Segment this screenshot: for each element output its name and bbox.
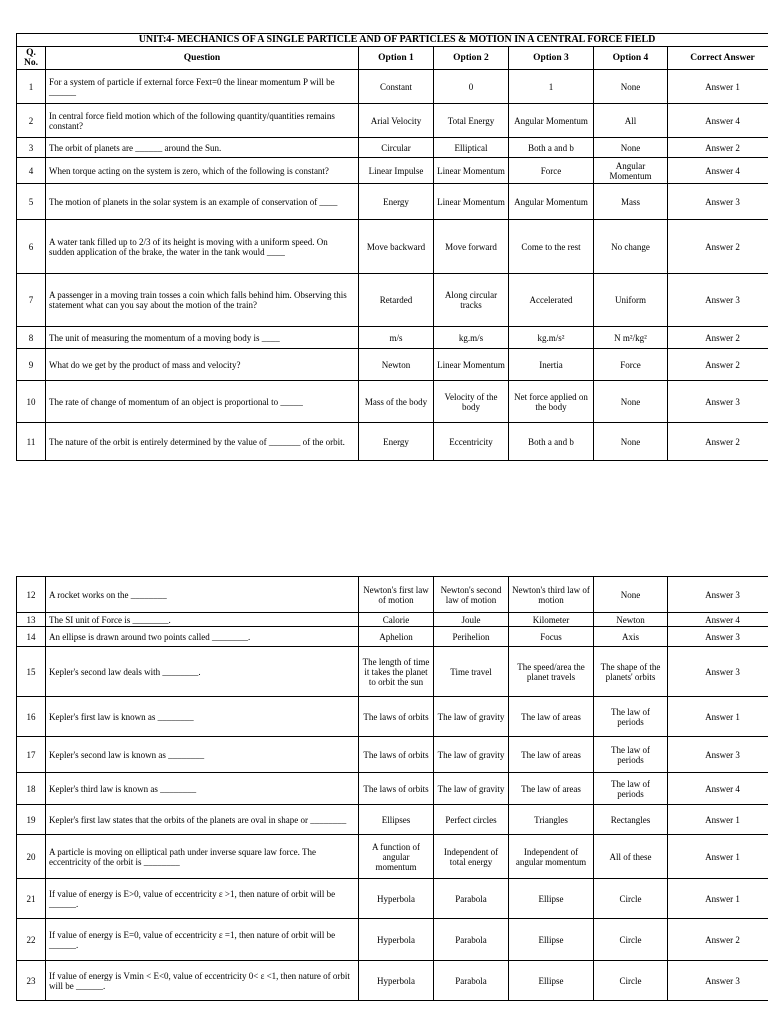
header-option2: Option 2	[434, 47, 509, 70]
option-3: Angular Momentum	[509, 184, 594, 220]
option-1: Retarded	[359, 274, 434, 327]
question-number: 5	[17, 184, 46, 220]
table-row	[17, 613, 768, 627]
question-text: Kepler's first law is known as ________	[46, 697, 359, 737]
option-4: No change	[594, 220, 668, 274]
option-3: Triangles	[509, 805, 594, 835]
question-number: 13	[17, 613, 46, 627]
option-2: Linear Momentum	[434, 158, 509, 184]
question-number: 9	[17, 349, 46, 381]
header-option1: Option 1	[359, 47, 434, 70]
option-3: Come to the rest	[509, 220, 594, 274]
correct-answer: Answer 3	[668, 577, 768, 613]
question-number: 4	[17, 158, 46, 184]
option-4: The shape of the planets' orbits	[594, 647, 668, 697]
question-number: 7	[17, 274, 46, 327]
question-number: 17	[17, 737, 46, 773]
correct-answer: Answer 1	[668, 835, 768, 879]
correct-answer: Answer 2	[668, 327, 768, 349]
question-number: 19	[17, 805, 46, 835]
table-row	[17, 647, 768, 697]
option-4: All of these	[594, 835, 668, 879]
option-1: Energy	[359, 423, 434, 461]
question-number: 8	[17, 327, 46, 349]
option-4: Newton	[594, 613, 668, 627]
table-row	[17, 919, 768, 961]
correct-answer: Answer 4	[668, 158, 768, 184]
option-1: Hyperbola	[359, 919, 434, 961]
option-4: Uniform	[594, 274, 668, 327]
option-4: Axis	[594, 627, 668, 647]
option-3: Force	[509, 158, 594, 184]
question-text: What do we get by the product of mass and velocity?	[46, 349, 359, 381]
option-1: Newton	[359, 349, 434, 381]
option-3: Both a and b	[509, 138, 594, 158]
correct-answer: Answer 1	[668, 70, 768, 104]
header-answer: Correct Answer	[668, 47, 768, 70]
option-4: Circle	[594, 919, 668, 961]
option-4: Mass	[594, 184, 668, 220]
question-text: For a system of particle if external force Fext=0 the linear momentum P will be ______	[46, 70, 359, 104]
table-row	[17, 381, 768, 423]
table-row	[17, 274, 768, 327]
question-table-2	[16, 576, 768, 1001]
table-row	[17, 138, 768, 158]
question-number: 2	[17, 104, 46, 138]
question-number: 12	[17, 577, 46, 613]
option-2: Elliptical	[434, 138, 509, 158]
header-option4: Option 4	[594, 47, 668, 70]
option-4: None	[594, 70, 668, 104]
option-3: Inertia	[509, 349, 594, 381]
option-2: Eccentricity	[434, 423, 509, 461]
option-2: Linear Momentum	[434, 349, 509, 381]
question-text: Kepler's second law deals with ________.	[46, 647, 359, 697]
table-row	[17, 349, 768, 381]
table-row	[17, 737, 768, 773]
table-row	[17, 835, 768, 879]
question-text: The orbit of planets are ______ around the Sun.	[46, 138, 359, 158]
question-text: A particle is moving on elliptical path under inverse square law force. The eccentricity of the orbit is ________	[46, 835, 359, 879]
correct-answer: Answer 3	[668, 627, 768, 647]
question-text: Kepler's third law is known as ________	[46, 773, 359, 805]
correct-answer: Answer 2	[668, 349, 768, 381]
option-1: m/s	[359, 327, 434, 349]
option-2: Time travel	[434, 647, 509, 697]
question-text: When torque acting on the system is zero, which of the following is constant?	[46, 158, 359, 184]
option-1: A function of angular momentum	[359, 835, 434, 879]
option-4: None	[594, 423, 668, 461]
header-option3: Option 3	[509, 47, 594, 70]
correct-answer: Answer 3	[668, 647, 768, 697]
option-2: Along circular tracks	[434, 274, 509, 327]
correct-answer: Answer 4	[668, 104, 768, 138]
option-4: Circle	[594, 961, 668, 1001]
option-3: Ellipse	[509, 919, 594, 961]
option-4: All	[594, 104, 668, 138]
option-1: The laws of orbits	[359, 773, 434, 805]
page-title: UNIT:4- MECHANICS OF A SINGLE PARTICLE AND OF PARTICLES & MOTION IN A CENTRAL FORCE FIELD	[17, 34, 768, 47]
table-row	[17, 184, 768, 220]
option-2: Perfect circles	[434, 805, 509, 835]
option-2: Independent of total energy	[434, 835, 509, 879]
correct-answer: Answer 3	[668, 961, 768, 1001]
question-text: A rocket works on the ________	[46, 577, 359, 613]
correct-answer: Answer 1	[668, 805, 768, 835]
option-3: Ellipse	[509, 879, 594, 919]
table-row	[17, 327, 768, 349]
option-4: Force	[594, 349, 668, 381]
correct-answer: Answer 2	[668, 220, 768, 274]
question-text: An ellipse is drawn around two points called ________.	[46, 627, 359, 647]
question-text: If value of energy is E=0, value of eccentricity ε =1, then nature of orbit will be ______.	[46, 919, 359, 961]
option-3: kg.m/s²	[509, 327, 594, 349]
option-4: None	[594, 381, 668, 423]
question-text: The motion of planets in the solar system is an example of conservation of ____	[46, 184, 359, 220]
option-1: Arial Velocity	[359, 104, 434, 138]
option-1: Hyperbola	[359, 879, 434, 919]
question-table-1	[16, 33, 768, 461]
header-question: Question	[46, 47, 359, 70]
question-text: Kepler's first law states that the orbits of the planets are oval in shape or ________	[46, 805, 359, 835]
option-4: None	[594, 138, 668, 158]
option-3: Both a and b	[509, 423, 594, 461]
correct-answer: Answer 1	[668, 697, 768, 737]
option-2: Perihelion	[434, 627, 509, 647]
table-row	[17, 805, 768, 835]
table-row	[17, 158, 768, 184]
correct-answer: Answer 3	[668, 274, 768, 327]
correct-answer: Answer 4	[668, 773, 768, 805]
table-row	[17, 70, 768, 104]
option-2: The law of gravity	[434, 737, 509, 773]
correct-answer: Answer 3	[668, 737, 768, 773]
question-number: 3	[17, 138, 46, 158]
option-1: Energy	[359, 184, 434, 220]
option-2: Newton's second law of motion	[434, 577, 509, 613]
question-number: 10	[17, 381, 46, 423]
option-4: Circle	[594, 879, 668, 919]
question-number: 16	[17, 697, 46, 737]
table-row	[17, 577, 768, 613]
option-1: Ellipses	[359, 805, 434, 835]
question-text: The unit of measuring the momentum of a moving body is ____	[46, 327, 359, 349]
correct-answer: Answer 4	[668, 613, 768, 627]
option-2: Parabola	[434, 961, 509, 1001]
option-3: The law of areas	[509, 773, 594, 805]
question-text: If value of energy is Vmin < E<0, value of eccentricity 0< ε <1, then nature of orbit will be ______.	[46, 961, 359, 1001]
option-1: Hyperbola	[359, 961, 434, 1001]
option-1: The length of time it takes the planet to orbit the sun	[359, 647, 434, 697]
option-3: Focus	[509, 627, 594, 647]
option-1: Mass of the body	[359, 381, 434, 423]
option-4: The law of periods	[594, 773, 668, 805]
question-number: 11	[17, 423, 46, 461]
option-3: Ellipse	[509, 961, 594, 1001]
option-2: Total Energy	[434, 104, 509, 138]
option-1: Linear Impulse	[359, 158, 434, 184]
option-4: Angular Momentum	[594, 158, 668, 184]
option-2: The law of gravity	[434, 773, 509, 805]
table-row	[17, 627, 768, 647]
option-3: Net force applied on the body	[509, 381, 594, 423]
question-number: 18	[17, 773, 46, 805]
option-3: Kilometer	[509, 613, 594, 627]
option-1: The laws of orbits	[359, 737, 434, 773]
option-3: 1	[509, 70, 594, 104]
option-3: Accelerated	[509, 274, 594, 327]
question-text: A water tank filled up to 2/3 of its height is moving with a uniform speed. On sudden application of the brake, the water in the tank would ____	[46, 220, 359, 274]
question-number: 20	[17, 835, 46, 879]
option-2: Parabola	[434, 919, 509, 961]
question-number: 14	[17, 627, 46, 647]
option-4: N m²/kg²	[594, 327, 668, 349]
option-1: Constant	[359, 70, 434, 104]
question-number: 23	[17, 961, 46, 1001]
table-row	[17, 423, 768, 461]
option-1: Aphelion	[359, 627, 434, 647]
option-4: The law of periods	[594, 697, 668, 737]
correct-answer: Answer 1	[668, 879, 768, 919]
question-number: 15	[17, 647, 46, 697]
question-text: The SI unit of Force is ________.	[46, 613, 359, 627]
question-number: 1	[17, 70, 46, 104]
correct-answer: Answer 2	[668, 423, 768, 461]
option-3: The law of areas	[509, 737, 594, 773]
table-row	[17, 697, 768, 737]
option-3: The speed/area the planet travels	[509, 647, 594, 697]
option-2: Joule	[434, 613, 509, 627]
option-2: kg.m/s	[434, 327, 509, 349]
table-row	[17, 220, 768, 274]
table-row	[17, 104, 768, 138]
correct-answer: Answer 2	[668, 919, 768, 961]
option-2: Parabola	[434, 879, 509, 919]
option-3: Independent of angular momentum	[509, 835, 594, 879]
option-1: Move backward	[359, 220, 434, 274]
question-number: 6	[17, 220, 46, 274]
question-text: Kepler's second law is known as ________	[46, 737, 359, 773]
question-text: The nature of the orbit is entirely determined by the value of _______ of the orbit.	[46, 423, 359, 461]
option-3: Angular Momentum	[509, 104, 594, 138]
table-row	[17, 961, 768, 1001]
correct-answer: Answer 3	[668, 381, 768, 423]
option-2: 0	[434, 70, 509, 104]
question-number: 22	[17, 919, 46, 961]
option-2: Velocity of the body	[434, 381, 509, 423]
question-number: 21	[17, 879, 46, 919]
option-2: The law of gravity	[434, 697, 509, 737]
option-1: Newton's first law of motion	[359, 577, 434, 613]
option-4: Rectangles	[594, 805, 668, 835]
option-2: Linear Momentum	[434, 184, 509, 220]
option-1: The laws of orbits	[359, 697, 434, 737]
header-qno: Q. No.	[17, 47, 46, 70]
option-1: Calorie	[359, 613, 434, 627]
option-1: Circular	[359, 138, 434, 158]
question-text: The rate of change of momentum of an object is proportional to _____	[46, 381, 359, 423]
table-row	[17, 773, 768, 805]
question-text: A passenger in a moving train tosses a coin which falls behind him. Observing this statement what can you say about the motion of the train?	[46, 274, 359, 327]
question-text: In central force field motion which of the following quantity/quantities remains constant?	[46, 104, 359, 138]
option-4: The law of periods	[594, 737, 668, 773]
option-4: None	[594, 577, 668, 613]
correct-answer: Answer 3	[668, 184, 768, 220]
option-3: Newton's third law of motion	[509, 577, 594, 613]
question-text: If value of energy is E>0, value of eccentricity ε >1, then nature of orbit will be ______.	[46, 879, 359, 919]
correct-answer: Answer 2	[668, 138, 768, 158]
option-3: The law of areas	[509, 697, 594, 737]
table-row	[17, 879, 768, 919]
option-2: Move forward	[434, 220, 509, 274]
